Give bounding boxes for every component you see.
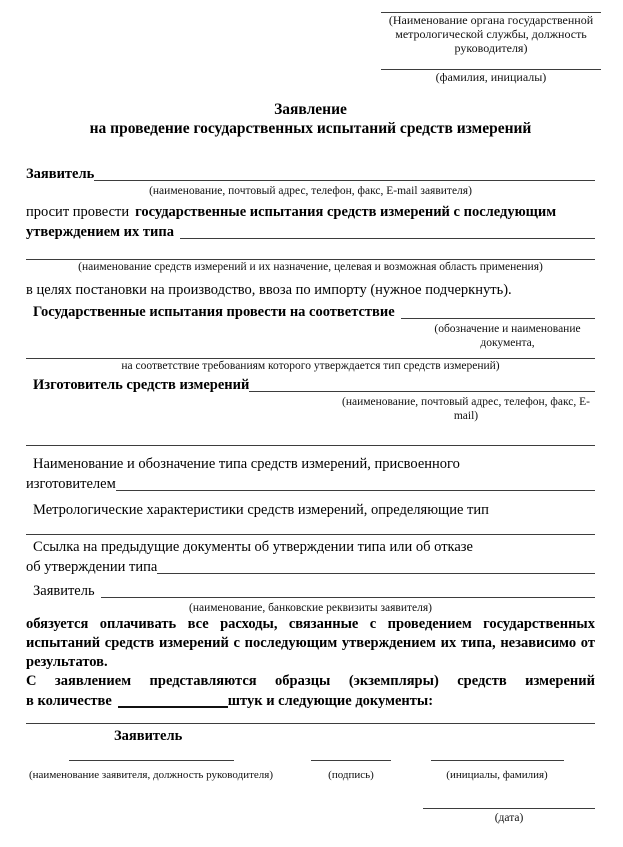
header-block	[381, 12, 601, 84]
quantity-prefix: в количестве	[26, 693, 112, 709]
purpose-caption: (наименование средств измерений и их назначение, целевая и возможная область применения)	[78, 261, 543, 273]
header-name-caption: (фамилия, инициалы)	[435, 70, 547, 84]
doc-reference-caption: (обозначение и наименование документа,	[434, 323, 581, 349]
doc-title: Заявление	[274, 101, 347, 118]
quantity-suffix: штук и следующие документы:	[227, 693, 434, 709]
reference-continuation-label: об утверждении типа	[26, 559, 158, 575]
header-org-caption: (Наименование органа государственной метрологической службы, должность руководителя)	[388, 13, 594, 55]
tests-row	[26, 302, 595, 322]
signature-col-initials	[418, 760, 576, 782]
signature-col-name	[26, 760, 276, 782]
reference-fill-line	[157, 573, 595, 574]
applicant-fill-line	[94, 180, 595, 181]
request-continuation-label: утверждением их типа	[26, 224, 174, 240]
manufacturer-caption: (наименование, почтовый адрес, телефон, факс, E-mail)	[341, 396, 590, 422]
request-text-line1	[26, 202, 595, 222]
metrological-text: Метрологические характеристики средств измерений, определяющие тип	[33, 502, 489, 518]
signature-line-initials	[431, 760, 564, 761]
samples-text: С заявлением представляются образцы (экземпляры) средств измерений	[26, 673, 595, 689]
type-name-text: Наименование и обозначение типа средств измерений, присвоенного	[33, 456, 460, 472]
applicant2-label: Заявитель	[33, 583, 95, 599]
signature-col-sign	[296, 760, 406, 782]
signature-caption-name: (наименование заявителя, должность руководителя)	[29, 769, 273, 781]
quantity-fill-line	[118, 706, 228, 708]
type-name-row	[26, 474, 595, 494]
purpose-text: в целях постановки на производство, ввоза по импорту (нужное подчеркнуть).	[26, 282, 512, 298]
date-block	[423, 808, 595, 825]
obligation-text: обязуется оплачивать все расходы, связанные с проведением государственных испытаний средств измерений с последующим утверждением их типа, независимо от результатов.	[26, 616, 595, 670]
footer-separator-line	[26, 723, 595, 724]
signature-line-name	[69, 760, 234, 761]
doc-subtitle: на проведение государственных испытаний средств измерений	[89, 120, 532, 137]
applicant-row	[26, 164, 595, 184]
date-caption: (дата)	[494, 812, 524, 824]
reference-row	[26, 557, 595, 577]
signature-caption-initials: (инициалы, фамилия)	[446, 769, 548, 781]
quantity-row	[26, 691, 595, 711]
signature-row	[26, 760, 595, 782]
reference-text: Ссылка на предыдущие документы об утверждении типа или об отказе	[33, 539, 473, 555]
signature-line-sign	[311, 760, 391, 761]
date-line	[423, 808, 595, 809]
manufacturer-continuation-line	[26, 445, 595, 446]
request-text-bold: государственные испытания средств измерений с последующим	[135, 204, 557, 220]
applicant-caption: (наименование, почтовый адрес, телефон, факс, E-mail заявителя)	[149, 185, 472, 197]
type-name-continuation-label: изготовителем	[26, 476, 116, 492]
manufacturer-row	[26, 375, 595, 395]
metrological-fill-line	[26, 534, 595, 535]
applicant-label: Заявитель	[26, 166, 95, 182]
request-row	[26, 222, 595, 242]
applicant2-caption: (наименование, банковские реквизиты заявителя)	[189, 602, 432, 614]
manufacturer-label: Изготовитель средств измерений	[33, 377, 250, 393]
signature-caption-sign: (подпись)	[328, 769, 374, 781]
tests-label: Государственные испытания провести на соответствие	[33, 304, 395, 320]
doc-reference-caption-2: на соответствие требованиям которого утверждается тип средств измерений)	[121, 360, 500, 372]
request-fill-line	[180, 238, 595, 239]
type-name-fill-line	[116, 490, 595, 491]
applicant2-fill-line	[101, 597, 595, 598]
manufacturer-fill-line	[249, 391, 595, 392]
signature-section-label: Заявитель	[114, 728, 183, 744]
request-text-normal: просит провести	[26, 204, 130, 220]
applicant2-row	[26, 581, 595, 601]
tests-fill-line	[401, 318, 595, 319]
